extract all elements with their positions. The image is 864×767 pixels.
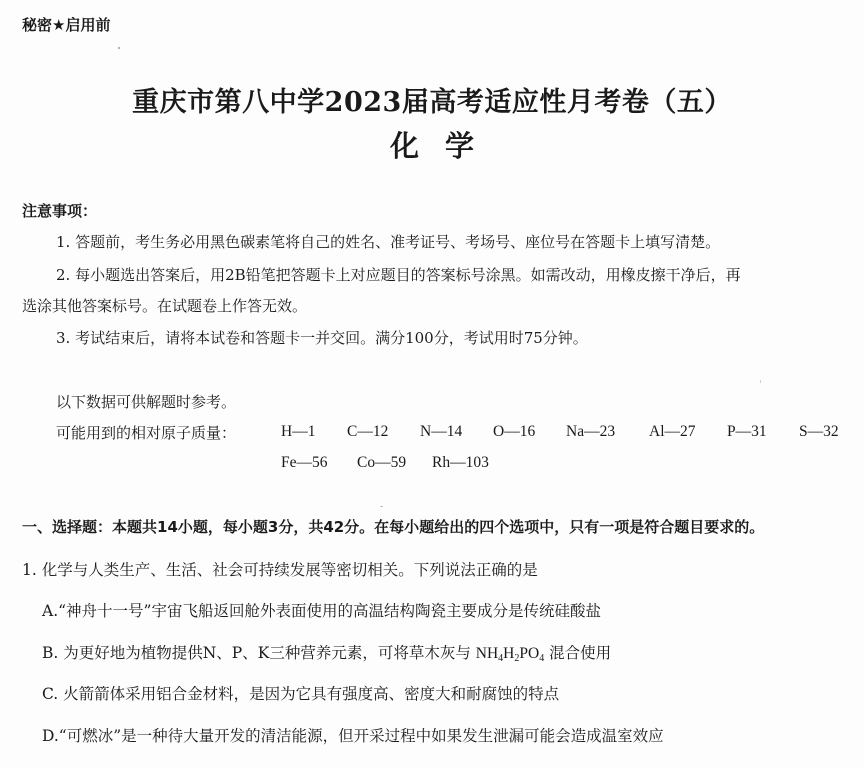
question-1-stem: 1. 化学与人类生产、生活、社会可持续发展等密切相关。下列说法正确的是 [22,561,538,579]
ammonium-phosphate-formula: $NH_4H_2PO_4$ [475,645,545,664]
question-1-option-b [42,641,611,663]
notice-item-2-line-1: 2. 每小题选出答案后，用2B铅笔把答题卡上对应题目的答案标号涂黑。如需改动，用橡皮擦干净后，再 [56,266,741,284]
mass-c: C—12 [347,423,389,440]
mass-al: Al—27 [649,423,696,440]
notice-item-1: 1. 答题前，考生务必用黑色碳素笔将自己的姓名、准考证号、考场号、座位号在答题卡上填写清楚。 [56,233,721,251]
secret-label: 秘密★启用前 [22,16,111,34]
scan-speck [760,380,761,383]
mass-s: S—32 [799,423,839,440]
mass-n: N—14 [420,423,463,440]
section-heading: 一、选择题：本题共14小题，每小题3分，共42分。在每小题给出的四个选项中，只有一项是符合题目要求的。 [22,518,765,536]
option-b-prefix: B. 为更好地为植物提供N、P、K三种营养元素，可将草木灰与 [42,644,471,662]
notice-heading: 注意事项： [22,202,98,220]
atomic-mass-label: 可能用到的相对原子质量： [56,424,237,442]
mass-fe: Fe—56 [281,454,328,471]
mass-na: Na—23 [566,423,616,440]
scan-speck [118,47,120,49]
notice-item-3: 3. 考试结束后，请将本试卷和答题卡一并交回。满分100分，考试用时75分钟。 [56,329,588,347]
notice-item-2-line-2: 选涂其他答案标号。在试题卷上作答无效。 [22,297,308,315]
mass-o: O—16 [493,423,536,440]
mass-h: H—1 [281,423,316,440]
mass-p: P—31 [727,423,767,440]
question-1-option-c: C. 火箭箭体采用铝合金材料，是因为它具有强度高、密度大和耐腐蚀的特点 [42,685,560,703]
exam-title: 重庆市第八中学2023届高考适应性月考卷（五） [132,87,732,118]
exam-subject: 化学 [389,129,500,163]
mass-co: Co—59 [357,454,407,471]
question-1-option-d: D.“可燃冰”是一种待大量开发的清洁能源，但开采过程中如果发生泄漏可能会造成温室效应 [42,727,664,745]
scan-speck [380,506,383,507]
mass-rh: Rh—103 [432,454,489,471]
question-1-option-a: A.“神舟十一号”宇宙飞船返回舱外表面使用的高温结构陶瓷主要成分是传统硅酸盐 [42,602,601,620]
option-b-suffix: 混合使用 [549,644,612,662]
reference-intro: 以下数据可供解题时参考。 [56,393,237,411]
